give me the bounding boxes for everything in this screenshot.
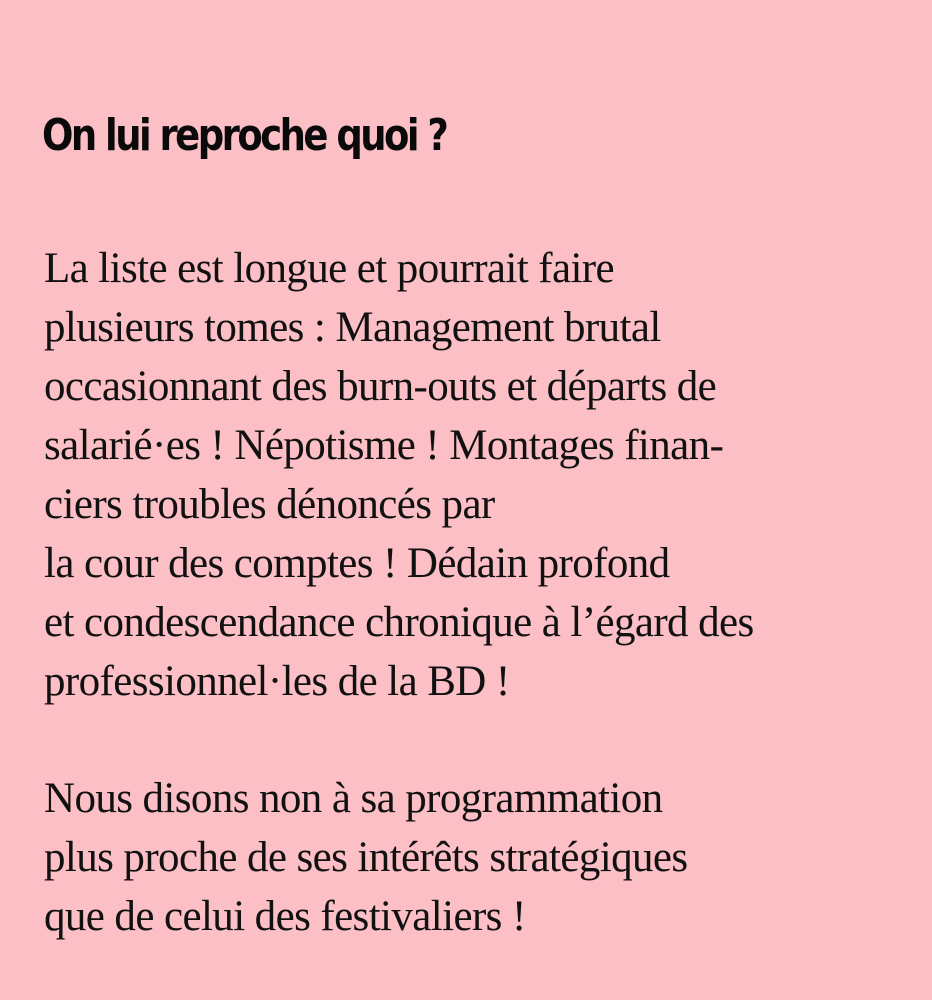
paragraph-line: et condescendance chronique à l’égard des (44, 599, 754, 646)
page-title: On lui reproche quoi ? (42, 110, 447, 161)
paragraph-line: la cour des comptes ! Dédain profond (44, 540, 670, 587)
body-paragraph-1 (44, 239, 754, 711)
paragraph-line: ciers troubles dénoncés par (44, 481, 495, 528)
paragraph-line: Nous disons non à sa programmation (44, 775, 663, 822)
paragraph-line: professionnel·les de la BD ! (44, 658, 510, 705)
body-paragraph-2 (44, 769, 688, 946)
paragraph-line: La liste est longue et pourrait faire (44, 245, 615, 292)
paragraph-line: plus proche de ses intérêts stratégiques (44, 834, 688, 881)
paragraph-line: occasionnant des burn-outs et départs de (44, 363, 717, 410)
paragraph-line: plusieurs tomes : Management brutal (44, 304, 661, 351)
paragraph-line: salarié·es ! Népotisme ! Montages finan- (44, 422, 724, 469)
paragraph-line: que de celui des festivaliers ! (44, 893, 526, 940)
